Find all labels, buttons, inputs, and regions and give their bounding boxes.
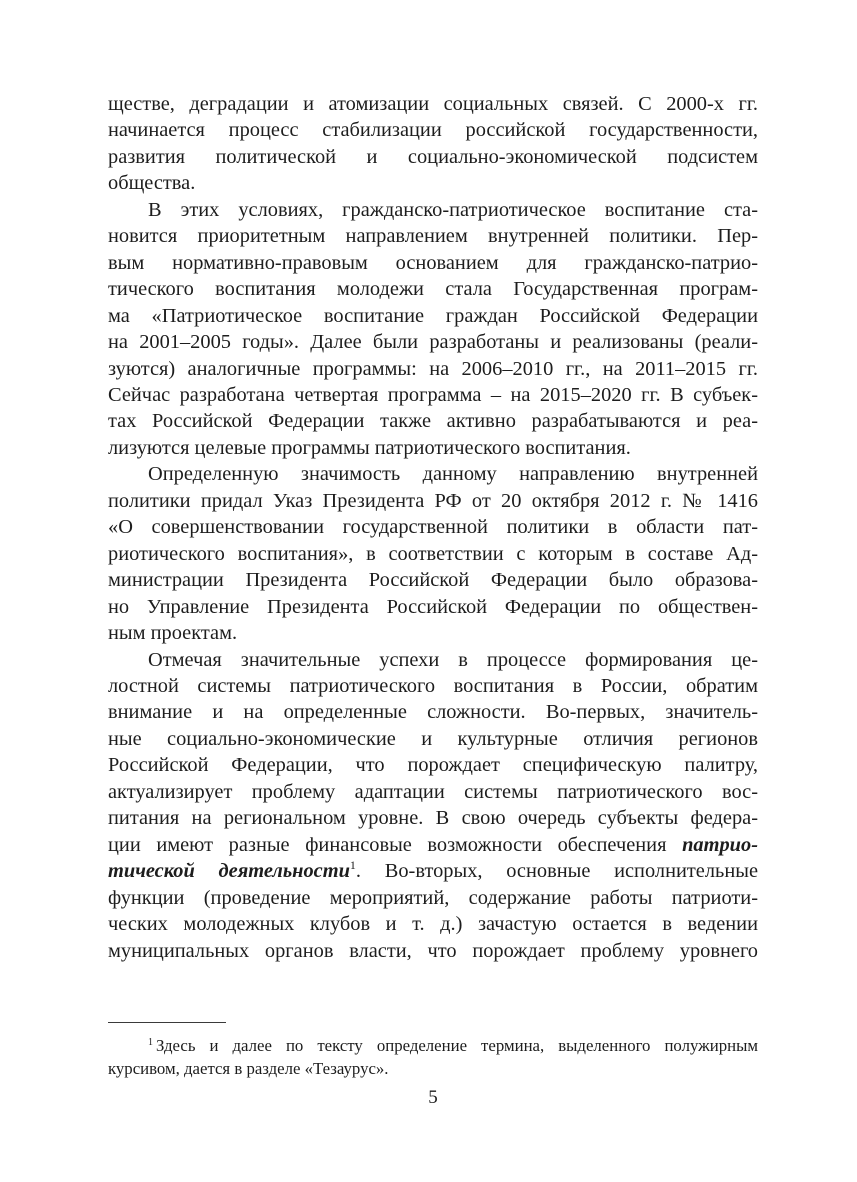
footnote <box>108 1034 758 1080</box>
text-line: политики придал Указ Президента РФ от 20 октября 2012 г. № 1416 <box>108 489 758 512</box>
text-line: но Управление Президента Российской Федерации по обществен- <box>108 595 758 618</box>
footnote-line <box>108 1034 758 1057</box>
text-line: ма «Патриотическое воспитание граждан Российской Федерации <box>108 304 758 327</box>
text-line: внимание и на определенные сложности. Во-первых, значитель- <box>108 701 758 724</box>
document-page <box>108 91 758 1108</box>
text-line: Отмечая значительные успехи в процессе формирования це- <box>148 648 758 671</box>
text-line: ческих молодежных клубов и т. д.) зачастую остается в ведении <box>108 913 758 936</box>
text-run: ции имеют разные финансовые возможности обеспечения <box>108 833 667 856</box>
text-line <box>108 832 758 858</box>
text-line: общества. <box>108 172 196 195</box>
footnote-divider <box>108 1022 226 1023</box>
text-line: новится приоритетным направлением внутренней политики. Пер- <box>108 225 758 248</box>
paragraph-2 <box>108 197 758 462</box>
paragraph-4 <box>108 647 758 964</box>
footnote-mark: 1 <box>148 1037 153 1048</box>
text-line: зуются) аналогичные программы: на 2006–2010 гг., на 2011–2015 гг. <box>108 357 758 380</box>
text-line: тах Российской Федерации также активно разрабатываются и реа- <box>108 410 758 433</box>
text-line <box>108 858 758 884</box>
text-line: актуализирует проблему адаптации системы патриотического вос- <box>108 780 758 803</box>
text-line: Определенную значимость данному направлению внутренней <box>148 463 758 486</box>
text-line: лостной системы патриотического воспитания в России, обратим <box>108 674 758 697</box>
text-line: функции (проведение мероприятий, содержание работы патриоти- <box>108 886 758 909</box>
glossary-term: патрио- <box>682 833 758 856</box>
text-line: вым нормативно-правовым основанием для гражданско-патрио- <box>108 251 758 274</box>
text-line: «О совершенствовании государственной политики в области пат- <box>108 516 758 539</box>
footnote-text: Здесь и далее по тексту определение термина, выделенного полужирным <box>156 1036 758 1055</box>
text-line: развития политической и социально-экономической подсистем <box>108 145 758 168</box>
text-run: . Во-вторых, основные исполнительные <box>355 860 758 883</box>
text-line: В этих условиях, гражданско-патриотическое воспитание ста- <box>148 198 758 221</box>
glossary-term: тической деятельности <box>108 860 350 883</box>
main-text <box>108 91 758 964</box>
page-number: 5 <box>428 1087 438 1108</box>
text-line: начинается процесс стабилизации российской государственности, <box>108 119 758 142</box>
paragraph-3 <box>108 461 758 646</box>
paragraph-1 <box>108 91 758 197</box>
text-line: муниципальных органов власти, что порождает проблему уровнего <box>108 939 758 962</box>
text-line: риотического воспитания», в соответствии с которым в составе Ад- <box>108 542 758 565</box>
footnote-line: курсивом, дается в разделе «Тезаурус». <box>108 1059 389 1078</box>
text-line: ществе, деградации и атомизации социальных связей. С 2000-х гг. <box>108 93 758 115</box>
text-line: министрации Президента Российской Федерации было образова- <box>108 569 758 592</box>
text-line: тического воспитания молодежи стала Государственная програм- <box>108 278 758 301</box>
text-line: питания на региональном уровне. В свою очередь субъекты федера- <box>108 807 758 830</box>
text-line: Сейчас разработана четвертая программа – на 2015–2020 гг. В субъек- <box>108 383 758 406</box>
text-line: ным проектам. <box>108 622 238 645</box>
text-line: Российской Федерации, что порождает специфическую палитру, <box>108 754 758 777</box>
text-line: лизуются целевые программы патриотического воспитания. <box>108 436 631 459</box>
text-line: ные социально-экономические и культурные отличия регионов <box>108 727 758 750</box>
text-line: на 2001–2005 годы». Далее были разработаны и реализованы (реали- <box>108 331 758 354</box>
footnote-reference[interactable]: 1 <box>349 858 356 873</box>
